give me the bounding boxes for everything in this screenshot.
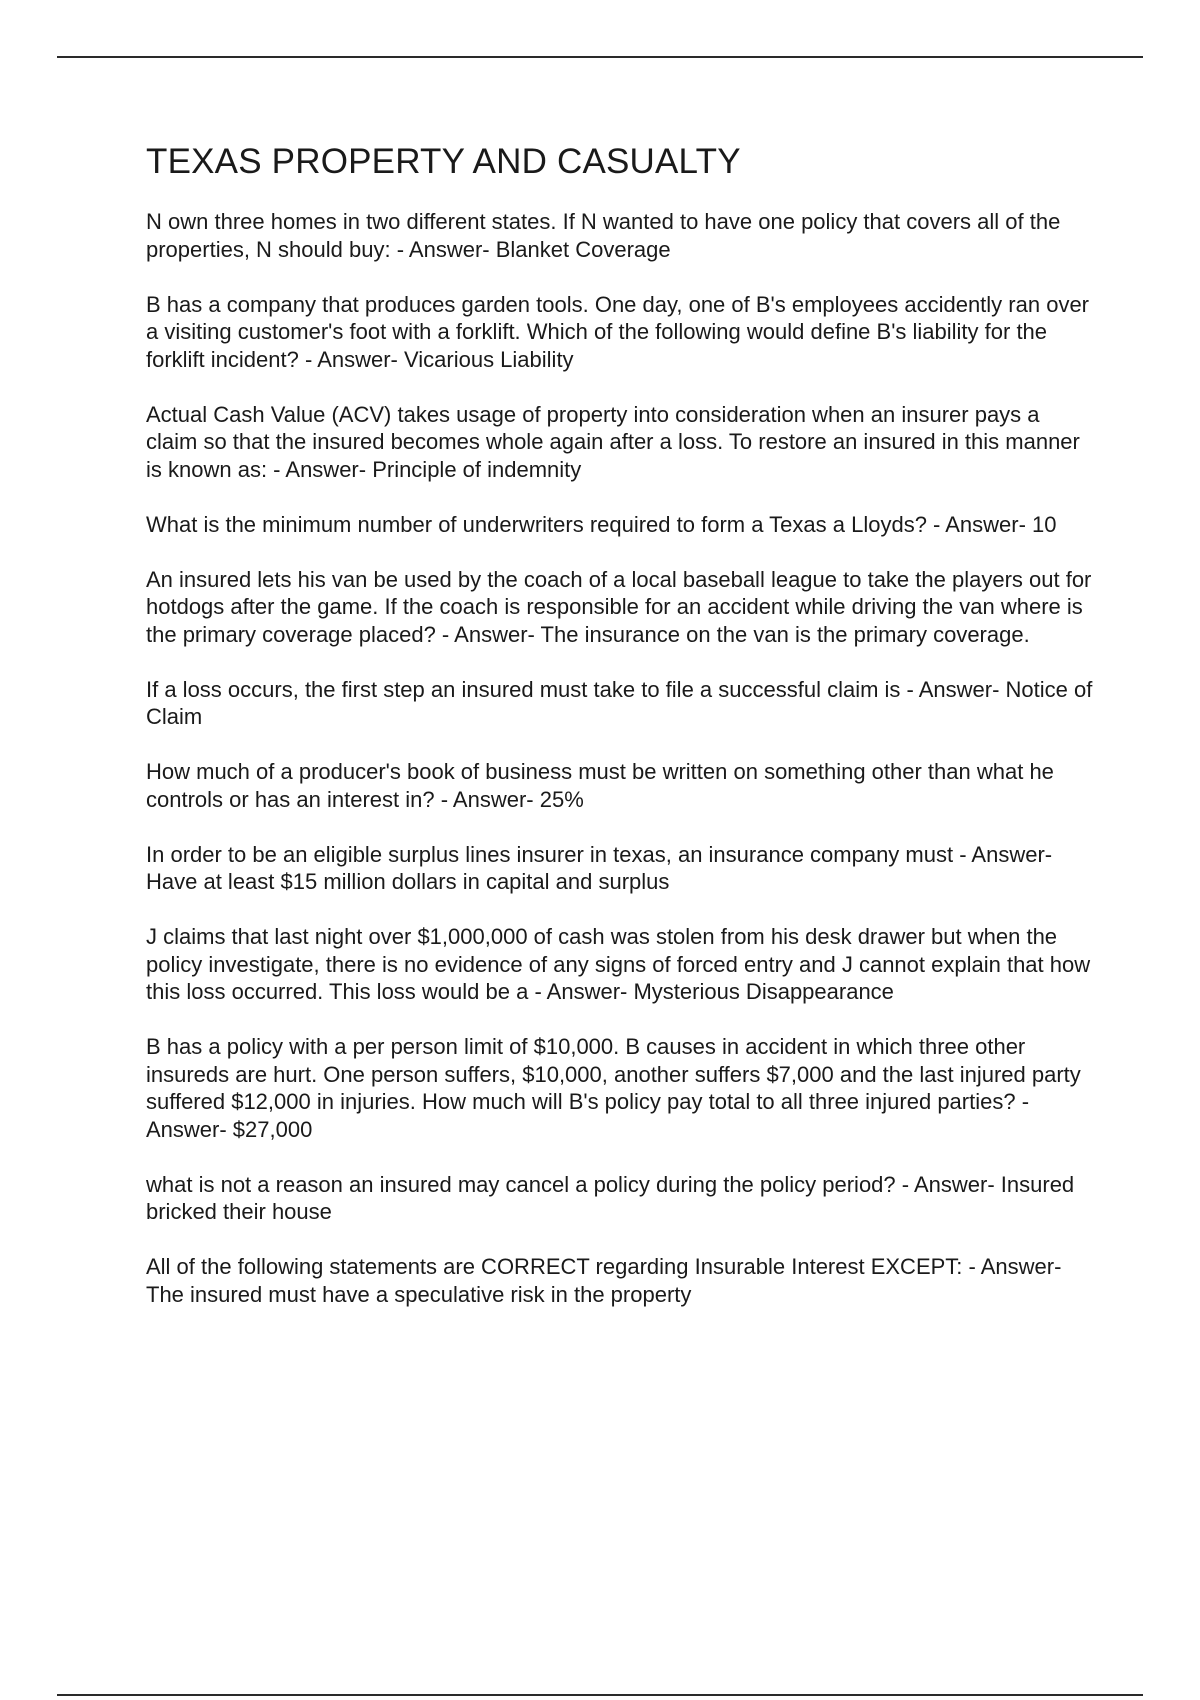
header-divider — [57, 56, 1143, 58]
qa-item: B has a company that produces garden tools. One day, one of B's employees accidently ran over a visiting customer's foot with a forklift. Which of the following would define B's liability for the forklift incident? - Answer- Vicarious Liability — [146, 291, 1090, 372]
qa-item: B has a policy with a per person limit of $10,000. B causes in accident in which three other insureds are hurt. One person suffers, $10,000, another suffers $7,000 and the last injured party suffered $12,000 in injuries. How much will B's policy pay total to all three injured parties? - Answer- $27,000 — [146, 1034, 1081, 1142]
qa-item: N own three homes in two different states. If N wanted to have one policy that covers all of the properties, N should buy: - Answer- Blanket Coverage — [146, 209, 1061, 262]
qa-item: How much of a producer's book of business must be written on something other than what he controls or has an interest in? - Answer- 25% — [146, 759, 1054, 812]
qa-item: J claims that last night over $1,000,000 of cash was stolen from his desk drawer but when the policy investigate, there is no evidence of any signs of forced entry and J cannot explain that how this loss occurred. This loss would be a - Answer- Mysterious Disappearance — [146, 924, 1091, 1004]
qa-item: If a loss occurs, the first step an insured must take to file a successful claim is - Answer- Notice of Claim — [146, 676, 1093, 729]
document-body — [146, 140, 1096, 1336]
qa-item: In order to be an eligible surplus lines insurer in texas, an insurance company must - Answer- Have at least $15 million dollars in capital and surplus — [146, 841, 1053, 894]
footer-divider — [57, 1694, 1143, 1696]
qa-item: All of the following statements are CORRECT regarding Insurable Interest EXCEPT: - Answer- The insured must have a speculative risk in the property — [146, 1254, 1062, 1307]
qa-item: what is not a reason an insured may cancel a policy during the policy period? - Answer- Insured bricked their house — [146, 1171, 1075, 1224]
document-title: TEXAS PROPERTY AND CASUALTY — [146, 142, 741, 181]
qa-item: Actual Cash Value (ACV) takes usage of property into consideration when an insurer pays a claim so that the insured becomes whole again after a loss. To restore an insured in this manner is known as: - Answer- Principle of indemnity — [146, 401, 1080, 482]
qa-item: What is the minimum number of underwriters required to form a Texas a Lloyds? - Answer- 10 — [146, 511, 1057, 537]
qa-item: An insured lets his van be used by the coach of a local baseball league to take the players out for hotdogs after the game. If the coach is responsible for an accident while driving the van where is the primary coverage placed? - Answer- The insurance on the van is the primary coverage. — [146, 566, 1092, 647]
